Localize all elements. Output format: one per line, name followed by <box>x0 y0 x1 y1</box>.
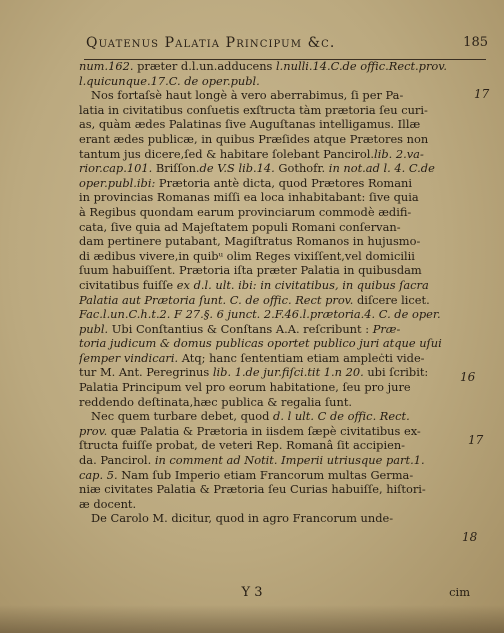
italic-citation: d. l ult. C de offic. Rect. <box>273 409 410 424</box>
text-run: quæ Palatia & Prætoria in iisdem ſæpè civitatibus ex- <box>107 423 421 438</box>
text-line <box>79 322 489 337</box>
text-run: as, quàm ædes Palatinas ſive Auguſtanas intelligamus. Illæ <box>79 117 421 132</box>
text-run: erant ædes publicæ, in quibus Præſides atque Prætores non <box>79 131 429 146</box>
text-line <box>79 365 489 380</box>
text-line <box>79 147 489 162</box>
signature-mark: Y 3 <box>241 585 263 600</box>
margin-note: 16 <box>460 370 476 384</box>
text-run: cata, ſive quia ad Majeſtatem populi Romani conſervan- <box>79 219 401 234</box>
text-run: tantum jus dicere,ſed & habitare ſolebant Pancirol. <box>79 146 375 161</box>
italic-citation: ex d.l. ult. ibi: in civitatibus, in quibus ſacra <box>176 277 429 292</box>
text-line <box>79 497 489 512</box>
italic-citation: cap. 5. <box>79 467 118 482</box>
text-line <box>79 453 489 468</box>
text-line <box>79 293 489 308</box>
italic-citation: Præ- <box>372 321 401 336</box>
text-line <box>79 88 489 103</box>
margin-note: 17 <box>468 433 484 447</box>
italic-citation: in comment ad Notit. Imperii utriusque part.1. <box>154 453 425 468</box>
text-line <box>79 220 489 235</box>
text-run: latia in civitatibus conſuetis exſtructa tàm prætoria ſeu curi- <box>79 102 428 117</box>
text-line <box>79 161 489 176</box>
page-edge-shadow <box>0 605 504 633</box>
italic-citation: Palatia aut Prætoria ſunt. C. de offic. Rect prov. <box>79 292 354 307</box>
text-line <box>79 409 489 424</box>
text-line <box>79 205 489 220</box>
text-line <box>79 438 489 453</box>
italic-citation: publ. <box>79 321 109 336</box>
text-line <box>79 234 489 249</box>
italic-citation: in not.ad l. 4. C.de <box>328 161 435 176</box>
text-run: Nos fortaſsè haut longè à vero aberrabimus, ſi per Pa- <box>91 88 404 103</box>
italic-citation: toria judicum & domus publicas oportet publico juri atque uſui <box>79 336 442 351</box>
text-line <box>79 249 489 264</box>
margin-note: 18 <box>462 530 478 544</box>
text-run: De Carolo M. dicitur, quod in agro Francorum unde- <box>91 511 394 526</box>
text-run: à Regibus quondam earum provinciarum commodè ædifi- <box>79 204 412 219</box>
italic-citation: lib. 2.va- <box>374 146 424 161</box>
catchword: cim <box>449 585 470 599</box>
running-head <box>86 34 488 54</box>
margin-note: 17 <box>474 87 490 101</box>
text-run: reddendo deſtinata,hæc publica & regalia ſunt. <box>79 394 353 409</box>
text-run: tur M. Ant. Peregrinus <box>79 365 213 380</box>
text-line <box>79 351 489 366</box>
running-head-title: Quatenus Palatia Principum &c. <box>86 35 336 51</box>
text-run: Gothofr. <box>274 161 329 176</box>
page-number: 185 <box>463 35 488 50</box>
text-line <box>79 424 489 439</box>
text-run: ubi ſcribit: <box>363 365 429 380</box>
italic-citation: Fac.l.un.C.h.t.2. F 27.§. 6 junct. 2.F.46.l.prætoria.4. C. de oper. <box>79 307 441 322</box>
text-line <box>79 176 489 191</box>
text-run: Atq; hanc ſententiam etiam ampleċti vide- <box>178 350 425 365</box>
text-line <box>79 74 489 89</box>
text-line <box>79 59 489 74</box>
italic-citation: num.162. <box>79 59 134 73</box>
text-line <box>79 482 489 497</box>
text-run: niæ civitates Palatia & Prætoria ſeu Curias habuiſſe, hiſtori- <box>79 482 426 497</box>
text-run: ſuum habuiſſent. Prætoria iſta præter Palatia in quibusdam <box>79 263 422 278</box>
text-run: dam pertinere putabant, Magiſtratus Romanos in hujusmo- <box>79 234 421 249</box>
text-line <box>79 511 489 526</box>
text-line <box>79 278 489 293</box>
text-run: Ubi Conſtantius & Conſtans A.A. reſcribunt : <box>108 321 373 336</box>
text-run: prӕter d.l.un.adducens <box>133 59 277 73</box>
text-run: da. Pancirol. <box>79 453 155 468</box>
body-text <box>79 59 489 526</box>
text-line <box>79 117 489 132</box>
italic-citation: rior.cap.101. <box>79 161 153 176</box>
text-run: ſtructa fuiſſe probat, de veteri Rep. Romanâ ſit accipien- <box>79 438 406 453</box>
text-run: diſcere licet. <box>353 292 430 307</box>
text-line <box>79 395 489 410</box>
text-line <box>79 132 489 147</box>
text-line <box>79 103 489 118</box>
text-run: Nec quem turbare debet, quod <box>91 409 274 424</box>
italic-citation: l.quicunque.17.C. de oper.publ. <box>79 73 260 88</box>
text-line <box>79 468 489 483</box>
text-run: Briſſon. <box>152 161 200 176</box>
italic-citation: de V.S lib.14. <box>199 161 275 176</box>
italic-citation: ſemper vindicari. <box>79 350 179 365</box>
text-line <box>79 190 489 205</box>
italic-citation: l.nulli.14.C.de offic.Rect.prov. <box>276 59 447 73</box>
text-run: Prætoria antè dicta, quod Prætores Romani <box>155 175 412 190</box>
text-line <box>79 380 489 395</box>
text-line <box>79 263 489 278</box>
italic-citation: oper.publ.ibi: <box>79 175 156 190</box>
text-line <box>79 307 489 322</box>
text-run: Nam ſub Imperio etiam Francorum multas Germa- <box>117 467 414 482</box>
italic-citation: prov. <box>79 423 108 438</box>
text-run: di ædibus vivere,in quibᵘ olim Reges vixiſſent,vel domicilii <box>79 248 415 263</box>
italic-citation: lib. 1.de jur.fiſci.tit 1.n 20. <box>212 365 364 380</box>
text-run: in provincias Romanas miſſi ea loca inhabitabant: ſive quia <box>79 190 419 205</box>
text-run: Palatia Principum vel pro eorum habitatione, ſeu pro jure <box>79 380 411 395</box>
text-run: æ docent. <box>79 496 137 511</box>
text-line <box>79 336 489 351</box>
text-run: civitatibus fuiſſe <box>79 277 177 292</box>
